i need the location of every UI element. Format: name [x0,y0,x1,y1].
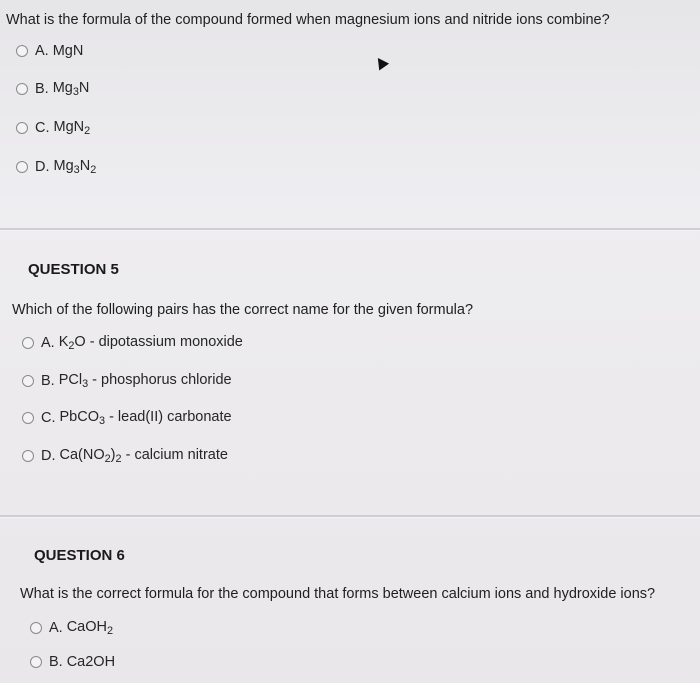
radio-button-icon[interactable] [16,161,28,173]
radio-button-icon[interactable] [22,412,34,424]
q4-option-b[interactable] [16,80,89,98]
option-text: $K_2O$ - dipotassium monoxide [58,334,243,352]
option-text: $Ca(NO_2)_2$ - calcium nitrate [59,447,228,465]
option-letter: C. [41,410,56,426]
question-6-text: What is the correct formula for the compound that forms between calcium ions and hydroxide ions? [20,586,656,602]
option-text: $Mg_3N_2$ [53,158,97,176]
subscript: 2 [90,164,97,176]
radio-button-icon[interactable] [22,337,34,349]
subscript: 3 [73,164,80,176]
option-letter: A. [35,43,49,59]
subscript: 2 [84,125,91,137]
radio-button-icon[interactable] [30,656,42,668]
q5-option-c[interactable] [22,409,232,427]
subscript: 2 [115,453,122,465]
q4-option-a[interactable] [16,43,83,59]
q4-option-c[interactable] [16,119,90,137]
option-text: CaOH$_2$ [66,619,114,637]
option-letter: A. [41,335,55,351]
subscript: 2 [68,340,75,352]
radio-button-icon[interactable] [16,45,28,57]
q6-option-b[interactable] [30,654,115,670]
subscript: 3 [82,378,89,390]
option-text: PCl$_3$ - phosphorus chloride [58,372,232,390]
q5-option-b[interactable] [22,372,232,390]
option-letter: B. [41,373,55,389]
question-4-text: What is the formula of the compound formed when magnesium ions and nitride ions combine? [6,12,610,28]
option-letter: D. [35,159,50,175]
question-6-heading: QUESTION 6 [34,547,125,564]
radio-button-icon[interactable] [22,375,34,387]
radio-button-icon[interactable] [16,83,28,95]
radio-button-icon[interactable] [30,622,42,634]
q4-option-d[interactable] [16,158,96,176]
option-text: $Mg_3N$ [52,80,90,98]
section-divider [0,228,700,231]
option-letter: B. [49,654,63,670]
q5-option-d[interactable] [22,447,228,465]
subscript: 3 [99,415,106,427]
radio-button-icon[interactable] [16,122,28,134]
option-letter: D. [41,448,56,464]
subscript: 2 [107,625,114,637]
q6-option-a[interactable] [30,619,113,637]
option-text: PbCO$_3$ - lead(II) carbonate [59,409,232,427]
q5-option-a[interactable] [22,334,243,352]
option-text: MgN [52,43,84,59]
mouse-pointer-icon [373,55,389,71]
radio-button-icon[interactable] [22,450,34,462]
subscript: 3 [72,86,79,98]
question-5-text: Which of the following pairs has the correct name for the given formula? [12,302,474,318]
option-text: MgN$_2$ [53,119,91,137]
option-letter: A. [49,620,63,636]
option-text: Ca2OH [66,654,116,670]
section-divider [0,515,700,518]
option-letter: C. [35,120,50,136]
option-letter: B. [35,81,49,97]
question-5-heading: QUESTION 5 [28,261,119,278]
subscript: 2 [104,453,111,465]
